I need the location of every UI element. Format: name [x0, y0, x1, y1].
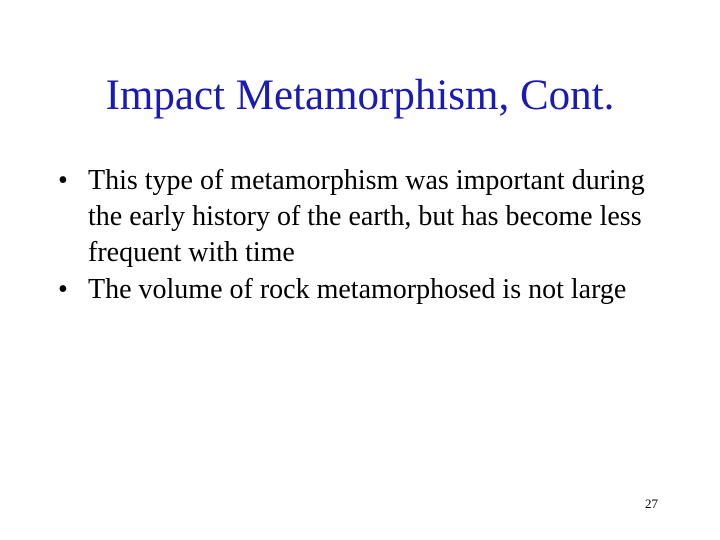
bullet-text: This type of metamorphism was important during the early history of the earth, but has become less frequent with time [88, 165, 645, 268]
page-number: 27 [645, 496, 658, 511]
bullet-marker: • [58, 274, 68, 305]
bullet-list [58, 163, 658, 309]
bullet-item [58, 272, 658, 308]
bullet-text: The volume of rock metamorphosed is not large [88, 274, 627, 305]
slide-title: Impact Metamorphism, Cont. [105, 72, 615, 119]
bullet-item [58, 163, 658, 271]
bullet-marker: • [58, 165, 68, 196]
